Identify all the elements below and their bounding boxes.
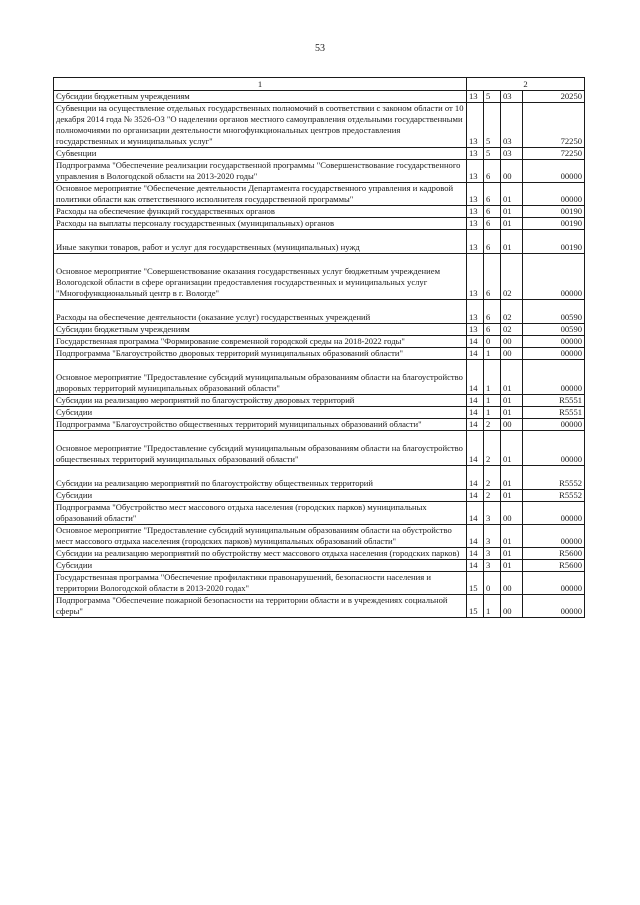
row-description: Субсидии на реализацию мероприятий по обустройству мест массового отдыха населения (городских парков) xyxy=(54,548,467,560)
row-code-item: 02 xyxy=(501,300,523,324)
row-code-subsection: 6 xyxy=(484,206,501,218)
row-code-item: 01 xyxy=(501,230,523,254)
row-code-subsection: 5 xyxy=(484,103,501,148)
row-code-article: R5552 xyxy=(523,490,585,502)
row-description: Основное мероприятие "Предоставление субсидий муниципальным образованиям области на благоустройство дворовых территорий муниципальных образований области" xyxy=(54,360,467,395)
row-description: Субсидии xyxy=(54,407,467,419)
row-code-section: 13 xyxy=(467,183,484,206)
row-code-subsection: 5 xyxy=(484,91,501,103)
page-number: 53 xyxy=(315,43,325,54)
row-description: Иные закупки товаров, работ и услуг для государственных (муниципальных) нужд xyxy=(54,230,467,254)
row-description: Расходы на обеспечение деятельности (оказание услуг) государственных учреждений xyxy=(54,300,467,324)
table-row xyxy=(54,348,585,360)
row-code-article: 20250 xyxy=(523,91,585,103)
row-code-section: 14 xyxy=(467,490,484,502)
row-code-section: 14 xyxy=(467,502,484,525)
row-code-article: R5551 xyxy=(523,395,585,407)
row-code-item: 01 xyxy=(501,560,523,572)
row-code-article: 00000 xyxy=(523,254,585,300)
row-code-item: 00 xyxy=(501,336,523,348)
row-code-item: 01 xyxy=(501,525,523,548)
row-description: Государственная программа "Обеспечение профилактики правонарушений, безопасности населения и территории Вологодской области в 2013-2020 годах" xyxy=(54,572,467,595)
row-code-article: 00000 xyxy=(523,595,585,618)
row-code-section: 14 xyxy=(467,407,484,419)
table-row xyxy=(54,431,585,466)
row-code-item: 00 xyxy=(501,502,523,525)
row-code-item: 00 xyxy=(501,348,523,360)
row-code-item: 00 xyxy=(501,160,523,183)
row-code-subsection: 2 xyxy=(484,431,501,466)
row-description: Подпрограмма "Благоустройство дворовых территорий муниципальных образований области" xyxy=(54,348,467,360)
row-code-item: 01 xyxy=(501,395,523,407)
table-row xyxy=(54,490,585,502)
row-code-item: 00 xyxy=(501,595,523,618)
row-code-section: 13 xyxy=(467,206,484,218)
row-code-subsection: 3 xyxy=(484,525,501,548)
row-code-subsection: 2 xyxy=(484,490,501,502)
row-code-article: R5600 xyxy=(523,560,585,572)
row-code-article: R5552 xyxy=(523,466,585,490)
row-code-section: 13 xyxy=(467,218,484,230)
row-code-item: 01 xyxy=(501,360,523,395)
row-code-subsection: 6 xyxy=(484,160,501,183)
row-code-subsection: 2 xyxy=(484,419,501,431)
table-row xyxy=(54,360,585,395)
row-code-article: 00000 xyxy=(523,336,585,348)
table-row xyxy=(54,254,585,300)
table-row xyxy=(54,466,585,490)
row-code-subsection: 1 xyxy=(484,395,501,407)
row-code-article: 00590 xyxy=(523,300,585,324)
table-row xyxy=(54,300,585,324)
row-code-section: 13 xyxy=(467,230,484,254)
row-description: Субвенции на осуществление отдельных государственных полномочий в соответствии с законом области от 10 декабря 2014 года № 3526-ОЗ "О наделении органов местного самоуправления отдельными государственными полномочиями по организации деятельности многофункциональных центров предоставления государственных и муниципальных услуг" xyxy=(54,103,467,148)
row-code-section: 13 xyxy=(467,300,484,324)
row-code-article: 00590 xyxy=(523,324,585,336)
table-row xyxy=(54,103,585,148)
row-code-article: R5551 xyxy=(523,407,585,419)
row-code-subsection: 6 xyxy=(484,324,501,336)
table-row xyxy=(54,395,585,407)
row-code-item: 01 xyxy=(501,183,523,206)
row-code-article: 72250 xyxy=(523,103,585,148)
row-description: Субсидии на реализацию мероприятий по благоустройству дворовых территорий xyxy=(54,395,467,407)
table-row xyxy=(54,183,585,206)
row-description: Подпрограмма "Обустройство мест массового отдыха населения (городских парков) муниципальных образований области" xyxy=(54,502,467,525)
row-code-section: 13 xyxy=(467,324,484,336)
table-row xyxy=(54,572,585,595)
row-code-item: 03 xyxy=(501,103,523,148)
row-code-item: 03 xyxy=(501,148,523,160)
row-code-item: 01 xyxy=(501,218,523,230)
table-row xyxy=(54,502,585,525)
budget-table xyxy=(53,77,585,618)
table-row xyxy=(54,548,585,560)
header-col-2: 2 xyxy=(467,78,585,91)
row-code-subsection: 6 xyxy=(484,254,501,300)
row-description: Государственная программа "Формирование современной городской среды на 2018-2022 годы" xyxy=(54,336,467,348)
row-code-section: 13 xyxy=(467,148,484,160)
row-code-item: 03 xyxy=(501,91,523,103)
row-code-subsection: 2 xyxy=(484,466,501,490)
row-description: Субсидии бюджетным учреждениям xyxy=(54,324,467,336)
row-code-item: 01 xyxy=(501,490,523,502)
row-description: Подпрограмма "Обеспечение реализации государственной программы "Совершенствование государственного управления в Вологодской области на 2013-2020 годы" xyxy=(54,160,467,183)
header-col-1: 1 xyxy=(54,78,467,91)
row-code-section: 15 xyxy=(467,572,484,595)
table-row xyxy=(54,336,585,348)
row-code-subsection: 0 xyxy=(484,572,501,595)
table-row xyxy=(54,218,585,230)
row-code-section: 15 xyxy=(467,595,484,618)
row-code-article: 00000 xyxy=(523,183,585,206)
row-code-subsection: 6 xyxy=(484,300,501,324)
row-code-section: 14 xyxy=(467,548,484,560)
row-code-subsection: 1 xyxy=(484,360,501,395)
table-row xyxy=(54,148,585,160)
row-code-subsection: 0 xyxy=(484,336,501,348)
row-code-article: 00000 xyxy=(523,502,585,525)
row-code-article: 00000 xyxy=(523,419,585,431)
row-description: Подпрограмма "Обеспечение пожарной безопасности на территории области и в учреждениях социальной сферы" xyxy=(54,595,467,618)
row-description: Основное мероприятие "Предоставление субсидий муниципальным образованиям области на благоустройство общественных территорий муниципальных образований области" xyxy=(54,431,467,466)
row-code-section: 13 xyxy=(467,254,484,300)
row-code-item: 01 xyxy=(501,466,523,490)
row-code-article: 00000 xyxy=(523,525,585,548)
row-description: Основное мероприятие "Предоставление субсидий муниципальным образованиям области на обустройство мест массового отдыха населения (городских парков) муниципальных образований области" xyxy=(54,525,467,548)
table-row xyxy=(54,91,585,103)
row-code-subsection: 1 xyxy=(484,407,501,419)
row-code-subsection: 1 xyxy=(484,348,501,360)
table-row xyxy=(54,230,585,254)
row-description: Расходы на обеспечение функций государственных органов xyxy=(54,206,467,218)
row-description: Подпрограмма "Благоустройство общественных территорий муниципальных образований области" xyxy=(54,419,467,431)
row-code-section: 14 xyxy=(467,395,484,407)
row-code-section: 14 xyxy=(467,466,484,490)
row-description: Субсидии xyxy=(54,490,467,502)
row-code-subsection: 6 xyxy=(484,183,501,206)
table-row xyxy=(54,206,585,218)
row-code-section: 13 xyxy=(467,160,484,183)
table-row xyxy=(54,160,585,183)
row-description: Субвенции xyxy=(54,148,467,160)
row-description: Основное мероприятие "Совершенствование оказания государственных услуг бюджетным учреждением Вологодской области в сфере организации предоставления государственных и муниципальных услуг "Многофункциональный центр в г. Вологде" xyxy=(54,254,467,300)
row-description: Основное мероприятие "Обеспечение деятельности Департамента государственного управления и кадровой политики области как ответственного исполнителя государственной программы" xyxy=(54,183,467,206)
row-code-section: 14 xyxy=(467,431,484,466)
row-code-article: 00190 xyxy=(523,206,585,218)
row-code-item: 01 xyxy=(501,431,523,466)
table-row xyxy=(54,525,585,548)
row-code-item: 02 xyxy=(501,324,523,336)
row-description: Субсидии на реализацию мероприятий по благоустройству общественных территорий xyxy=(54,466,467,490)
row-code-article: 72250 xyxy=(523,148,585,160)
row-description: Субсидии xyxy=(54,560,467,572)
row-code-item: 01 xyxy=(501,407,523,419)
row-code-subsection: 3 xyxy=(484,548,501,560)
row-code-subsection: 1 xyxy=(484,595,501,618)
row-code-article: R5600 xyxy=(523,548,585,560)
row-code-item: 01 xyxy=(501,206,523,218)
row-code-section: 13 xyxy=(467,91,484,103)
row-code-section: 14 xyxy=(467,348,484,360)
row-code-section: 13 xyxy=(467,103,484,148)
row-code-article: 00190 xyxy=(523,218,585,230)
row-code-article: 00000 xyxy=(523,572,585,595)
row-code-item: 01 xyxy=(501,548,523,560)
table-row xyxy=(54,407,585,419)
row-description: Субсидии бюджетным учреждениям xyxy=(54,91,467,103)
table-header-row xyxy=(54,78,585,91)
row-code-subsection: 3 xyxy=(484,560,501,572)
row-code-article: 00000 xyxy=(523,431,585,466)
row-code-section: 14 xyxy=(467,336,484,348)
row-code-article: 00000 xyxy=(523,348,585,360)
row-description: Расходы на выплаты персоналу государственных (муниципальных) органов xyxy=(54,218,467,230)
row-code-item: 00 xyxy=(501,419,523,431)
row-code-section: 14 xyxy=(467,560,484,572)
row-code-subsection: 3 xyxy=(484,502,501,525)
row-code-article: 00000 xyxy=(523,160,585,183)
row-code-section: 14 xyxy=(467,419,484,431)
row-code-section: 14 xyxy=(467,525,484,548)
row-code-subsection: 6 xyxy=(484,230,501,254)
row-code-section: 14 xyxy=(467,360,484,395)
row-code-subsection: 5 xyxy=(484,148,501,160)
row-code-article: 00000 xyxy=(523,360,585,395)
table-row xyxy=(54,419,585,431)
table-row xyxy=(54,560,585,572)
row-code-subsection: 6 xyxy=(484,218,501,230)
table-row xyxy=(54,324,585,336)
row-code-article: 00190 xyxy=(523,230,585,254)
row-code-item: 00 xyxy=(501,572,523,595)
table-row xyxy=(54,595,585,618)
row-code-item: 02 xyxy=(501,254,523,300)
